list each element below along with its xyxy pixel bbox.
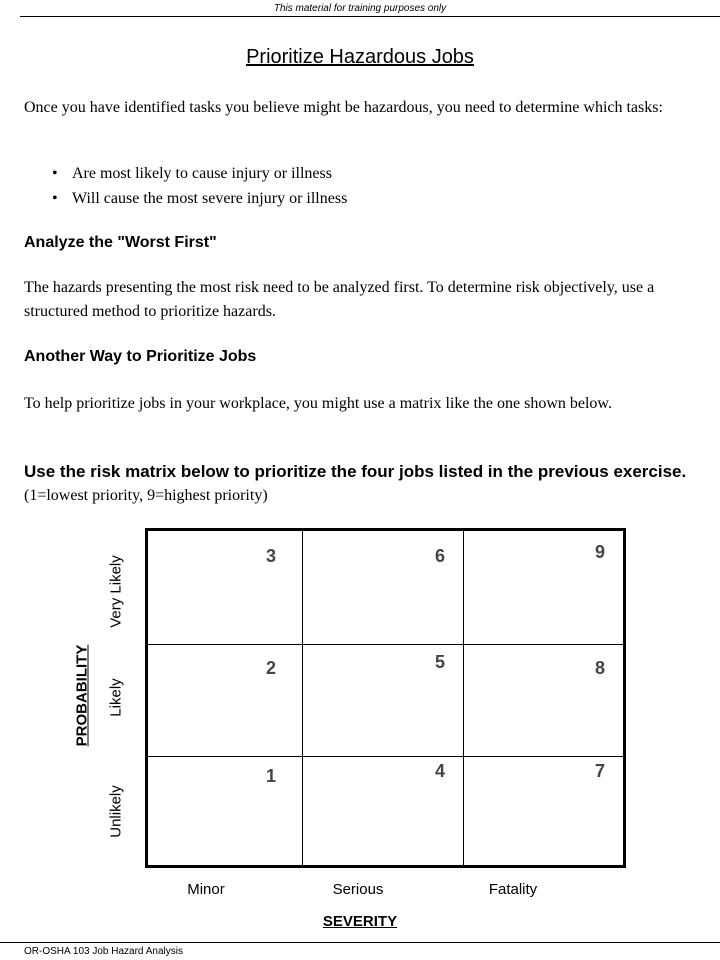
instruction-note: (1=lowest priority, 9=highest priority) bbox=[24, 487, 268, 504]
matrix-grid-line bbox=[463, 531, 464, 865]
matrix-cell-value: 7 bbox=[594, 761, 605, 781]
matrix-cell-value: 2 bbox=[265, 658, 276, 678]
matrix-cell-value: 4 bbox=[434, 761, 445, 781]
severity-level-minor: Minor bbox=[187, 881, 225, 898]
matrix-cell-value: 6 bbox=[434, 546, 445, 566]
header-note: This material for training purposes only bbox=[273, 3, 447, 14]
probability-level-very-likely: Very Likely bbox=[107, 555, 125, 628]
severity-level-fatality: Fatality bbox=[488, 881, 538, 898]
page-title: Prioritize Hazardous Jobs bbox=[246, 46, 474, 68]
matrix-grid-line bbox=[302, 531, 303, 865]
instruction-paragraph bbox=[24, 460, 704, 507]
matrix-cell-value: 1 bbox=[265, 766, 276, 786]
list-item: • Will cause the most severe injury or illness bbox=[52, 186, 347, 211]
matrix-grid-line bbox=[148, 644, 623, 645]
matrix-cell-value: 8 bbox=[594, 658, 605, 678]
worst-first-paragraph: The hazards presenting the most risk need to be analyzed first. To determine risk objectively, use a structured method to prioritize hazards. bbox=[24, 279, 655, 320]
probability-level-likely: Likely bbox=[107, 678, 125, 717]
bottom-divider bbox=[0, 942, 720, 943]
another-way-paragraph: To help prioritize jobs in your workplace, you might use a matrix like the one shown below. bbox=[24, 395, 612, 412]
instruction-bold-text: Use the risk matrix below to prioritize the four jobs listed in the previous exercise. bbox=[24, 462, 687, 481]
matrix-cell-value: 9 bbox=[594, 542, 605, 562]
probability-axis-label: PROBABILITY bbox=[73, 644, 91, 747]
matrix-cell-value: 5 bbox=[434, 652, 445, 672]
top-divider bbox=[20, 16, 720, 17]
intro-paragraph: Once you have identified tasks you believe might be hazardous, you need to determine which tasks: bbox=[24, 99, 663, 116]
risk-matrix bbox=[145, 528, 626, 868]
severity-level-serious: Serious bbox=[332, 881, 384, 898]
probability-level-unlikely: Unlikely bbox=[107, 785, 125, 838]
worst-first-heading: Analyze the "Worst First" bbox=[24, 234, 217, 251]
severity-axis-label: SEVERITY bbox=[322, 913, 398, 930]
matrix-cell-value: 3 bbox=[265, 546, 276, 566]
hazard-criteria-list bbox=[52, 161, 347, 211]
footer-note: OR-OSHA 103 Job Hazard Analysis bbox=[24, 946, 183, 957]
matrix-grid-line bbox=[148, 756, 623, 757]
list-item: • Are most likely to cause injury or illness bbox=[52, 161, 347, 186]
another-way-heading: Another Way to Prioritize Jobs bbox=[24, 348, 257, 365]
